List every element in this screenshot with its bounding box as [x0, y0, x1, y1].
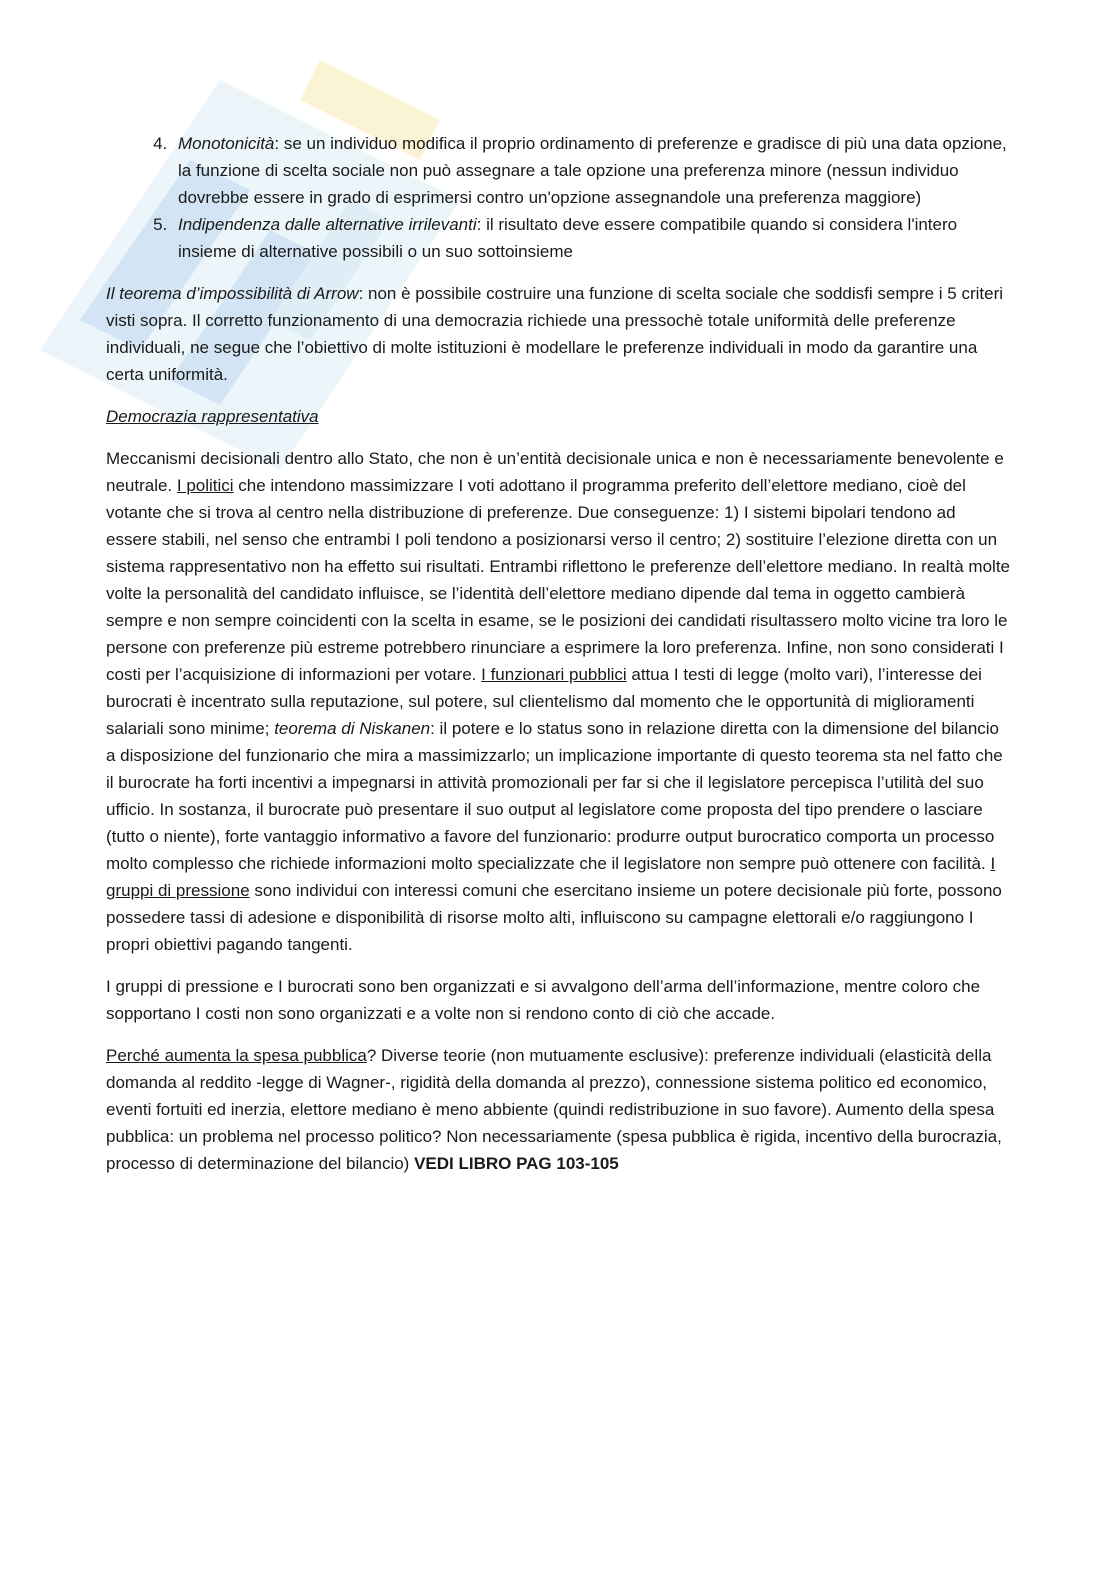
representative-democracy-paragraph	[106, 445, 1011, 958]
arrow-theorem-text: : non è possibile costruire una funzione di scelta sociale che soddisfi sempre i 5 criteri visti sopra. Il corretto funzionamento di una democrazia richiede una pressochè totale uniformità delle preferenze individuali, ne segue che l’obiettivo di molte istituzioni è modellare le preferenze individuali in modo da garantire una certa uniformità.	[106, 284, 1004, 384]
pressure-groups-term: I gruppi di pressione	[106, 854, 996, 900]
politicians-term: I politici	[176, 476, 234, 495]
list-item-text: : se un individuo modifica il proprio ordinamento di preferenze e gradisce di più una data opzione, la funzione di scelta sociale non può assegnare a tale opzione una preferenza minore (nessun individuo dovrebbe essere in grado di esprimersi contro un'opzione assegnandole una preferenza maggiore)	[178, 134, 1007, 207]
list-item-text: : il risultato deve essere compatibile quando si considera l'intero insieme di alternative possibili o un suo sottoinsieme	[178, 215, 958, 261]
public-spending-paragraph	[106, 1042, 1011, 1177]
paragraph-text: : il potere e lo status sono in relazione diretta con la dimensione del bilancio a disposizione del funzionario che mira a massimizzarlo; un implicazione importante di questo teorema sta nel fatto che il burocrate ha forti incentivi a impegnarsi in attività promozionali per far si che il legislatore percepisca l’utilità del suo ufficio. In sostanza, il burocrate può presentare il suo output al legislatore come proposta del tipo prendere o lasciare (tutto o niente), forte vantaggio informativo a favore del funzionario: produrre output burocratico comporta un processo molto complesso che richiede informazioni molto specializzate che il legislatore non sempre può ottenere con facilità.	[106, 719, 1003, 873]
paragraph-text: ? Diverse teorie (non mutuamente esclusive): preferenze individuali (elasticità della domanda al reddito -legge di Wagner-, rigidità della domanda al prezzo), connessione sistema politico ed economico, eventi fortuiti ed inerzia, elettore mediano è meno abbiente (quindi redistribuzione in suo favore). Aumento della spesa pubblica: un problema nel processo politico? Non necessariamente (spesa pubblica è rigida, incentivo della burocrazia, processo di determinazione del bilancio)	[106, 1046, 1002, 1173]
book-reference: VEDI LIBRO PAG 103-105	[414, 1154, 619, 1173]
list-item-term: Indipendenza dalle alternative irrilevanti	[178, 215, 477, 234]
criteria-list	[106, 130, 1011, 265]
public-officials-term: I funzionari pubblici	[481, 665, 627, 684]
list-item	[172, 130, 1011, 211]
section-heading	[106, 403, 1011, 430]
paragraph-text: sono individui con interessi comuni che esercitano insieme un potere decisionale più forte, possono possedere tassi di adesione e disponibilità di risorse molto alti, influiscono su campagne elettorali e/o raggiungono I propri obiettivi pagando tangenti.	[106, 881, 1002, 954]
arrow-theorem-paragraph	[106, 280, 1011, 388]
niskanen-term: teorema di Niskanen	[274, 719, 431, 738]
pressure-groups-paragraph: I gruppi di pressione e I burocrati sono ben organizzati e si avvalgono dell’arma dell’informazione, mentre coloro che sopportano I costi non sono organizzati e a volte non si rendono conto di ciò che accade.	[106, 977, 981, 1023]
arrow-theorem-term: Il teorema d’impossibilità di Arrow	[106, 284, 359, 303]
paragraph-text: che intendono massimizzare I voti adottano il programma preferito dell’elettore mediano, cioè del votante che si trova al centro nella distribuzione di preferenze. Due conseguenze: 1) I sistemi bipolari tendono ad essere stabili, nel senso che entrambi I poli tendono a posizionarsi verso il centro; 2) sostituire l’elezione diretta con un sistema rappresentativo non ha effetto sui risultati. Entrambi riflettono le preferenze dell’elettore mediano. In realtà molte volte la personalità del candidato influisce, se l’identità dell’elettore mediano dipende dal tema in oggetto cambierà sempre e non sempre coincidenti con la scelta in esame, se le posizioni dei candidati risultassero molto vicine tra loro le persone con preferenze più estreme potrebbero rinunciare a esprimere la loro preferenza. Infine, non sono considerati I costi per l’acquisizione di informazioni per votare.	[106, 476, 1011, 684]
document-page	[106, 130, 1011, 1192]
section-heading-text: Democrazia rappresentativa	[106, 407, 319, 426]
paragraph-text: Meccanismi decisionali dentro allo Stato, che non è un’entità decisionale unica e non è necessariamente benevolente e neutrale.	[106, 449, 1004, 495]
list-item-term: Monotonicità	[178, 134, 275, 153]
list-item	[172, 211, 1011, 265]
public-spending-term: Perché aumenta la spesa pubblica	[106, 1046, 367, 1065]
paragraph-text: attua I testi di legge (molto vari), l’interesse dei burocrati è incentrato sulla reputazione, sul potere, sul clientelismo dal momento che le opportunità di miglioramenti salariali sono minime;	[106, 665, 982, 738]
